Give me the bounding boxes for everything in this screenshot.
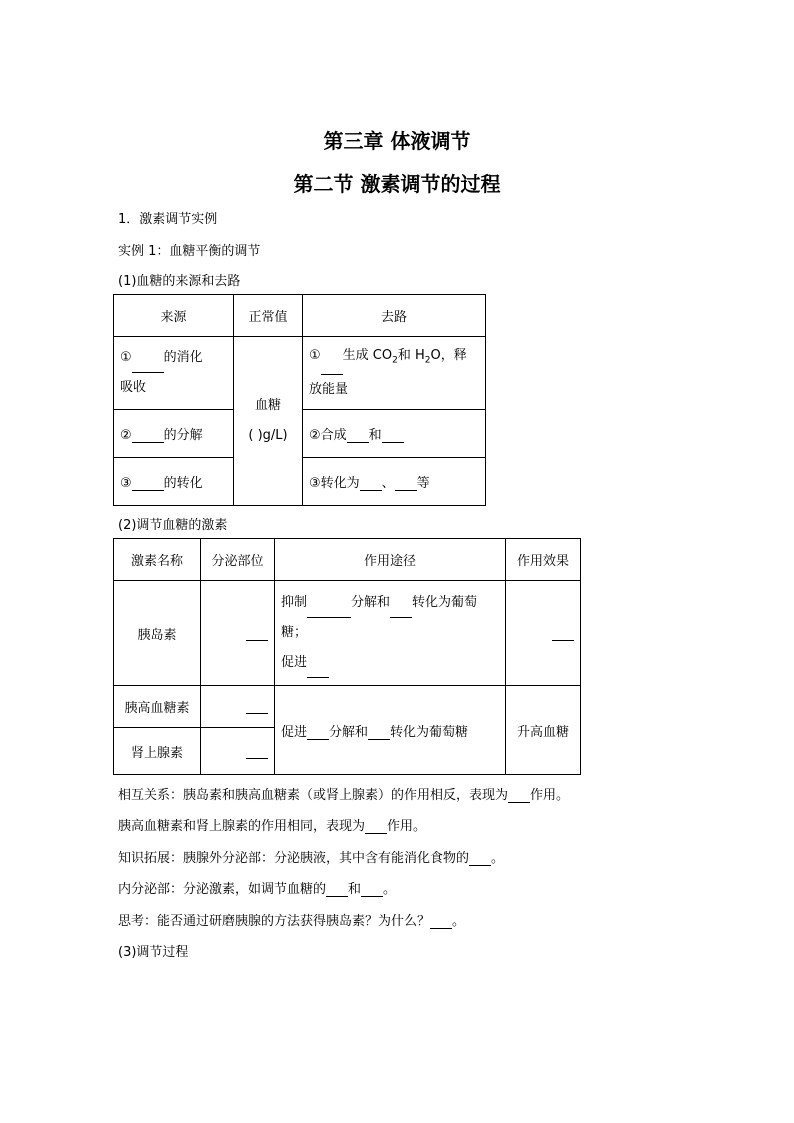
destination-3: ③转化为 、 等 <box>303 458 486 506</box>
hormone-adrenaline: 肾上腺素 <box>114 728 201 775</box>
subheading-3: (3)调节过程 <box>118 945 189 960</box>
source-3: ③ 的转化 <box>114 458 234 506</box>
subheading-2: (2)调节血糖的激素 <box>118 518 228 533</box>
section-title: 第二节 激素调节的过程 <box>293 172 501 196</box>
source-2: ② 的分解 <box>114 410 234 458</box>
header-destination: 去路 <box>303 295 486 337</box>
destination-2: ②合成 和 <box>303 410 486 458</box>
insulin-secretion-blank <box>201 581 275 686</box>
destination-1: ① 生成 $CO_2$和 $H_2O$，释 放能量 <box>303 337 486 410</box>
blood-sugar-source-table <box>113 294 486 506</box>
subheading-1: (1)血糖的来源和去路 <box>118 274 241 289</box>
hormone-insulin: 胰岛素 <box>114 581 201 686</box>
thinking-question: 思考：能否通过研磨胰腺的方法获得胰岛素？为什么？ 。 <box>118 914 466 929</box>
example-1: 实例 1：血糖平衡的调节 <box>118 244 261 259</box>
relation-line-1: 相互关系：胰岛素和胰高血糖素（或肾上腺素）的作用相反，表现为 作用。 <box>118 788 570 803</box>
header-secretion: 分泌部位 <box>201 539 275 581</box>
insulin-pathway: 抑制 分解和 转化为葡萄 糖； 促进 <box>275 581 506 686</box>
hormone-table <box>113 538 581 775</box>
glucagon-secretion-blank <box>201 686 275 728</box>
insulin-effect-blank <box>506 581 581 686</box>
chapter-title: 第三章 体液调节 <box>323 129 471 153</box>
header-source: 来源 <box>114 295 234 337</box>
header-pathway: 作用途径 <box>275 539 506 581</box>
header-normal: 正常值 <box>234 295 303 337</box>
header-effect: 作用效果 <box>506 539 581 581</box>
shared-effect: 升高血糖 <box>506 686 581 775</box>
relation-line-2: 胰高血糖素和肾上腺素的作用相同，表现为 作用。 <box>118 819 427 834</box>
knowledge-extension: 知识拓展：胰腺外分泌部：分泌胰液，其中含有能消化食物的 。 <box>118 851 505 866</box>
hormone-glucagon: 胰高血糖素 <box>114 686 201 728</box>
heading-1: 1．激素调节实例 <box>118 212 218 227</box>
endocrine-line: 内分泌部：分泌激素，如调节血糖的 和 。 <box>118 882 397 897</box>
header-hormone: 激素名称 <box>114 539 201 581</box>
adrenaline-secretion-blank <box>201 728 275 775</box>
normal-value: 血糖 ( )g/L) <box>234 337 303 506</box>
shared-pathway: 促进 分解和 转化为葡萄糖 <box>275 686 506 775</box>
source-1: ① 的消化 吸收 <box>114 337 234 410</box>
